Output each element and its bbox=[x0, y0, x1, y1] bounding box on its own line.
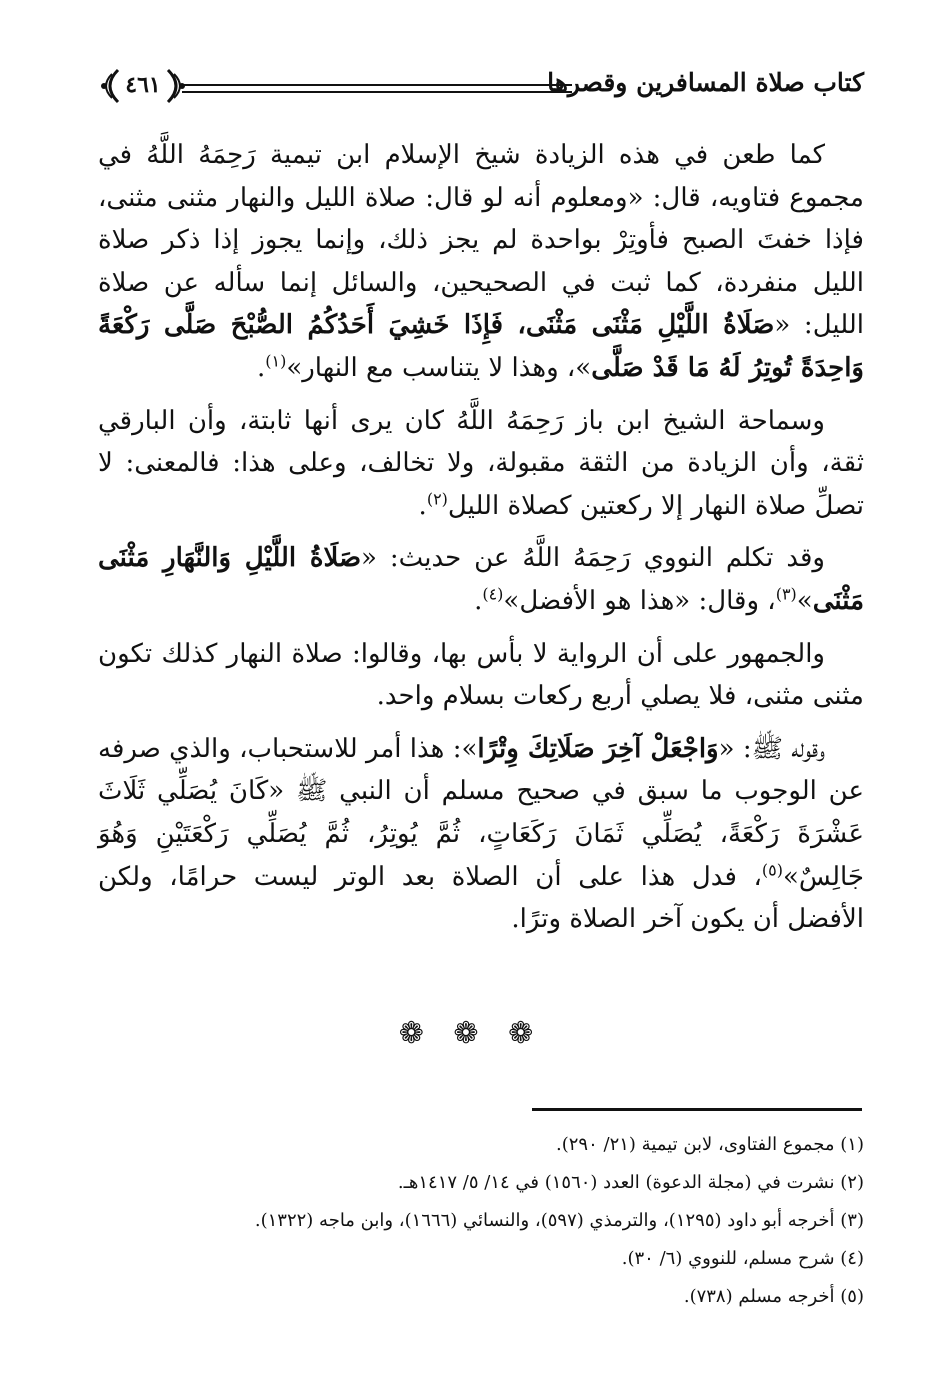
page-number: ٤٦١ bbox=[125, 72, 161, 98]
footnote-3: (٣) أخرجه أبو داود (١٢٩٥)، والترمذي (٥٩٧)، والنسائي (١٦٦٦)، وابن ماجه (١٣٢٢). bbox=[254, 1210, 864, 1231]
footnote-rule bbox=[532, 1108, 862, 1111]
paragraph-1 bbox=[98, 134, 864, 390]
paragraph-5 bbox=[98, 728, 864, 941]
text-run: وقد تكلم النووي رَحِمَهُ اللَّهُ عن حديث: « bbox=[361, 543, 825, 574]
text-run: ، فدل هذا على أن الصلاة بعد الوتر ليست حرامًا، ولكن الأفضل أن يكون آخر الصلاة وترًا. bbox=[98, 861, 864, 935]
main-text bbox=[98, 134, 864, 951]
header-rule bbox=[182, 84, 572, 93]
text-run: . bbox=[418, 490, 427, 521]
footnotes bbox=[98, 1126, 864, 1316]
section-separator: ❁ ❁ ❁ bbox=[398, 1016, 544, 1051]
footnote-ref-2: (٢) bbox=[426, 489, 448, 509]
footnote-4: (٤) شرح مسلم، للنووي (٦/ ٣٠). bbox=[621, 1248, 864, 1269]
paragraph-4 bbox=[98, 633, 864, 718]
paragraph-3 bbox=[98, 537, 864, 622]
paragraph-2 bbox=[98, 400, 864, 528]
text-run: »: هذا أمر للاستحباب، والذي صرفه عن الوجوب ما سبق في صحيح مسلم أن النبي ﷺ «كَانَ يُصَلِّي ثَلَاثَ عَشْرَةَ رَكْعَةً، يُصَلِّي ثَمَانَ رَكَعَاتٍ، ثُمَّ يُوتِرُ، ثُمَّ يُصَلِّي رَكْعَتَيْنِ وَهُوَ جَالِسٌ» bbox=[98, 733, 864, 892]
page-header bbox=[98, 58, 864, 116]
hadith-quote: صَلَاةُ اللَّيْلِ وَالنَّهَارِ مَثْنَى مَثْنَى bbox=[98, 543, 864, 616]
text-run: ، وقال: «هذا هو الأفضل» bbox=[503, 585, 776, 616]
footnote-1: (١) مجموع الفتاوى، لابن تيمية (٢١/ ٢٩٠). bbox=[556, 1134, 864, 1155]
footnote-ref-1: (١) bbox=[265, 351, 287, 371]
text-run: وقوله ﷺ: « bbox=[718, 733, 826, 764]
footnote-ref-3: (٣) bbox=[775, 584, 797, 604]
running-title: كتاب صلاة المسافرين وقصرها bbox=[547, 68, 864, 97]
text-run: » bbox=[796, 585, 813, 616]
footnote-2: (٢) نشرت في (مجلة الدعوة) العدد (١٥٦٠) في ١٤/ ٥/ ١٤١٧هـ. bbox=[397, 1172, 864, 1193]
footnote-ref-5: (٥) bbox=[761, 859, 784, 879]
text-run: وسماحة الشيخ ابن باز رَحِمَهُ اللَّهُ كان يرى أنها ثابتة، وأن البارقي ثقة، وأن الزيادة من الثقة مقبولة، ولا تخالف، وعلى هذا: فالمعنى: لا تصلِّ صلاة النهار إلا ركعتين كصلاة الليل bbox=[98, 405, 864, 521]
text-run: والجمهور على أن الرواية لا بأس بها، وقالوا: صلاة النهار كذلك تكون مثنى مثنى، فلا يصلي أربع ركعات بسلام واحد. bbox=[98, 638, 864, 712]
footnote-5: (٥) أخرجه مسلم (٧٣٨). bbox=[683, 1286, 864, 1307]
text-run: . bbox=[474, 585, 483, 616]
text-run: كما طعن في هذه الزيادة شيخ الإسلام ابن تيمية رَحِمَهُ اللَّهُ في مجموع فتاويه، قال: «ومعلوم أنه لو قال: صلاة الليل والنهار مثنى مثنى، فإذا خفتَ الصبح فأوتِرْ بواحدة لم يجز ذلك، وإنما يجوز إذا ذكر صلاة الليل منفردة، كما ثبت في الصحيحين، والسائل إنما سأله عن صلاة الليل: « bbox=[98, 140, 865, 341]
page-number-ornament-icon bbox=[98, 62, 188, 110]
footnote-ref-4: (٤) bbox=[482, 584, 504, 604]
text-run: »، وهذا لا يتناسب مع النهار» bbox=[286, 352, 592, 383]
hadith-quote: وَاجْعَلْ آخِرَ صَلَاتِكَ وِتْرًا bbox=[477, 733, 719, 764]
hadith-quote: صَلَاةُ اللَّيْلِ مَثْنَى مَثْنَى، فَإِذَا خَشِيَ أَحَدُكُمُ الصُّبْحَ صَلَّى رَكْعَةً وَاحِدَةً تُوتِرُ لَهُ مَا قَدْ صَلَّى bbox=[98, 310, 864, 383]
text-run: . bbox=[256, 352, 266, 383]
